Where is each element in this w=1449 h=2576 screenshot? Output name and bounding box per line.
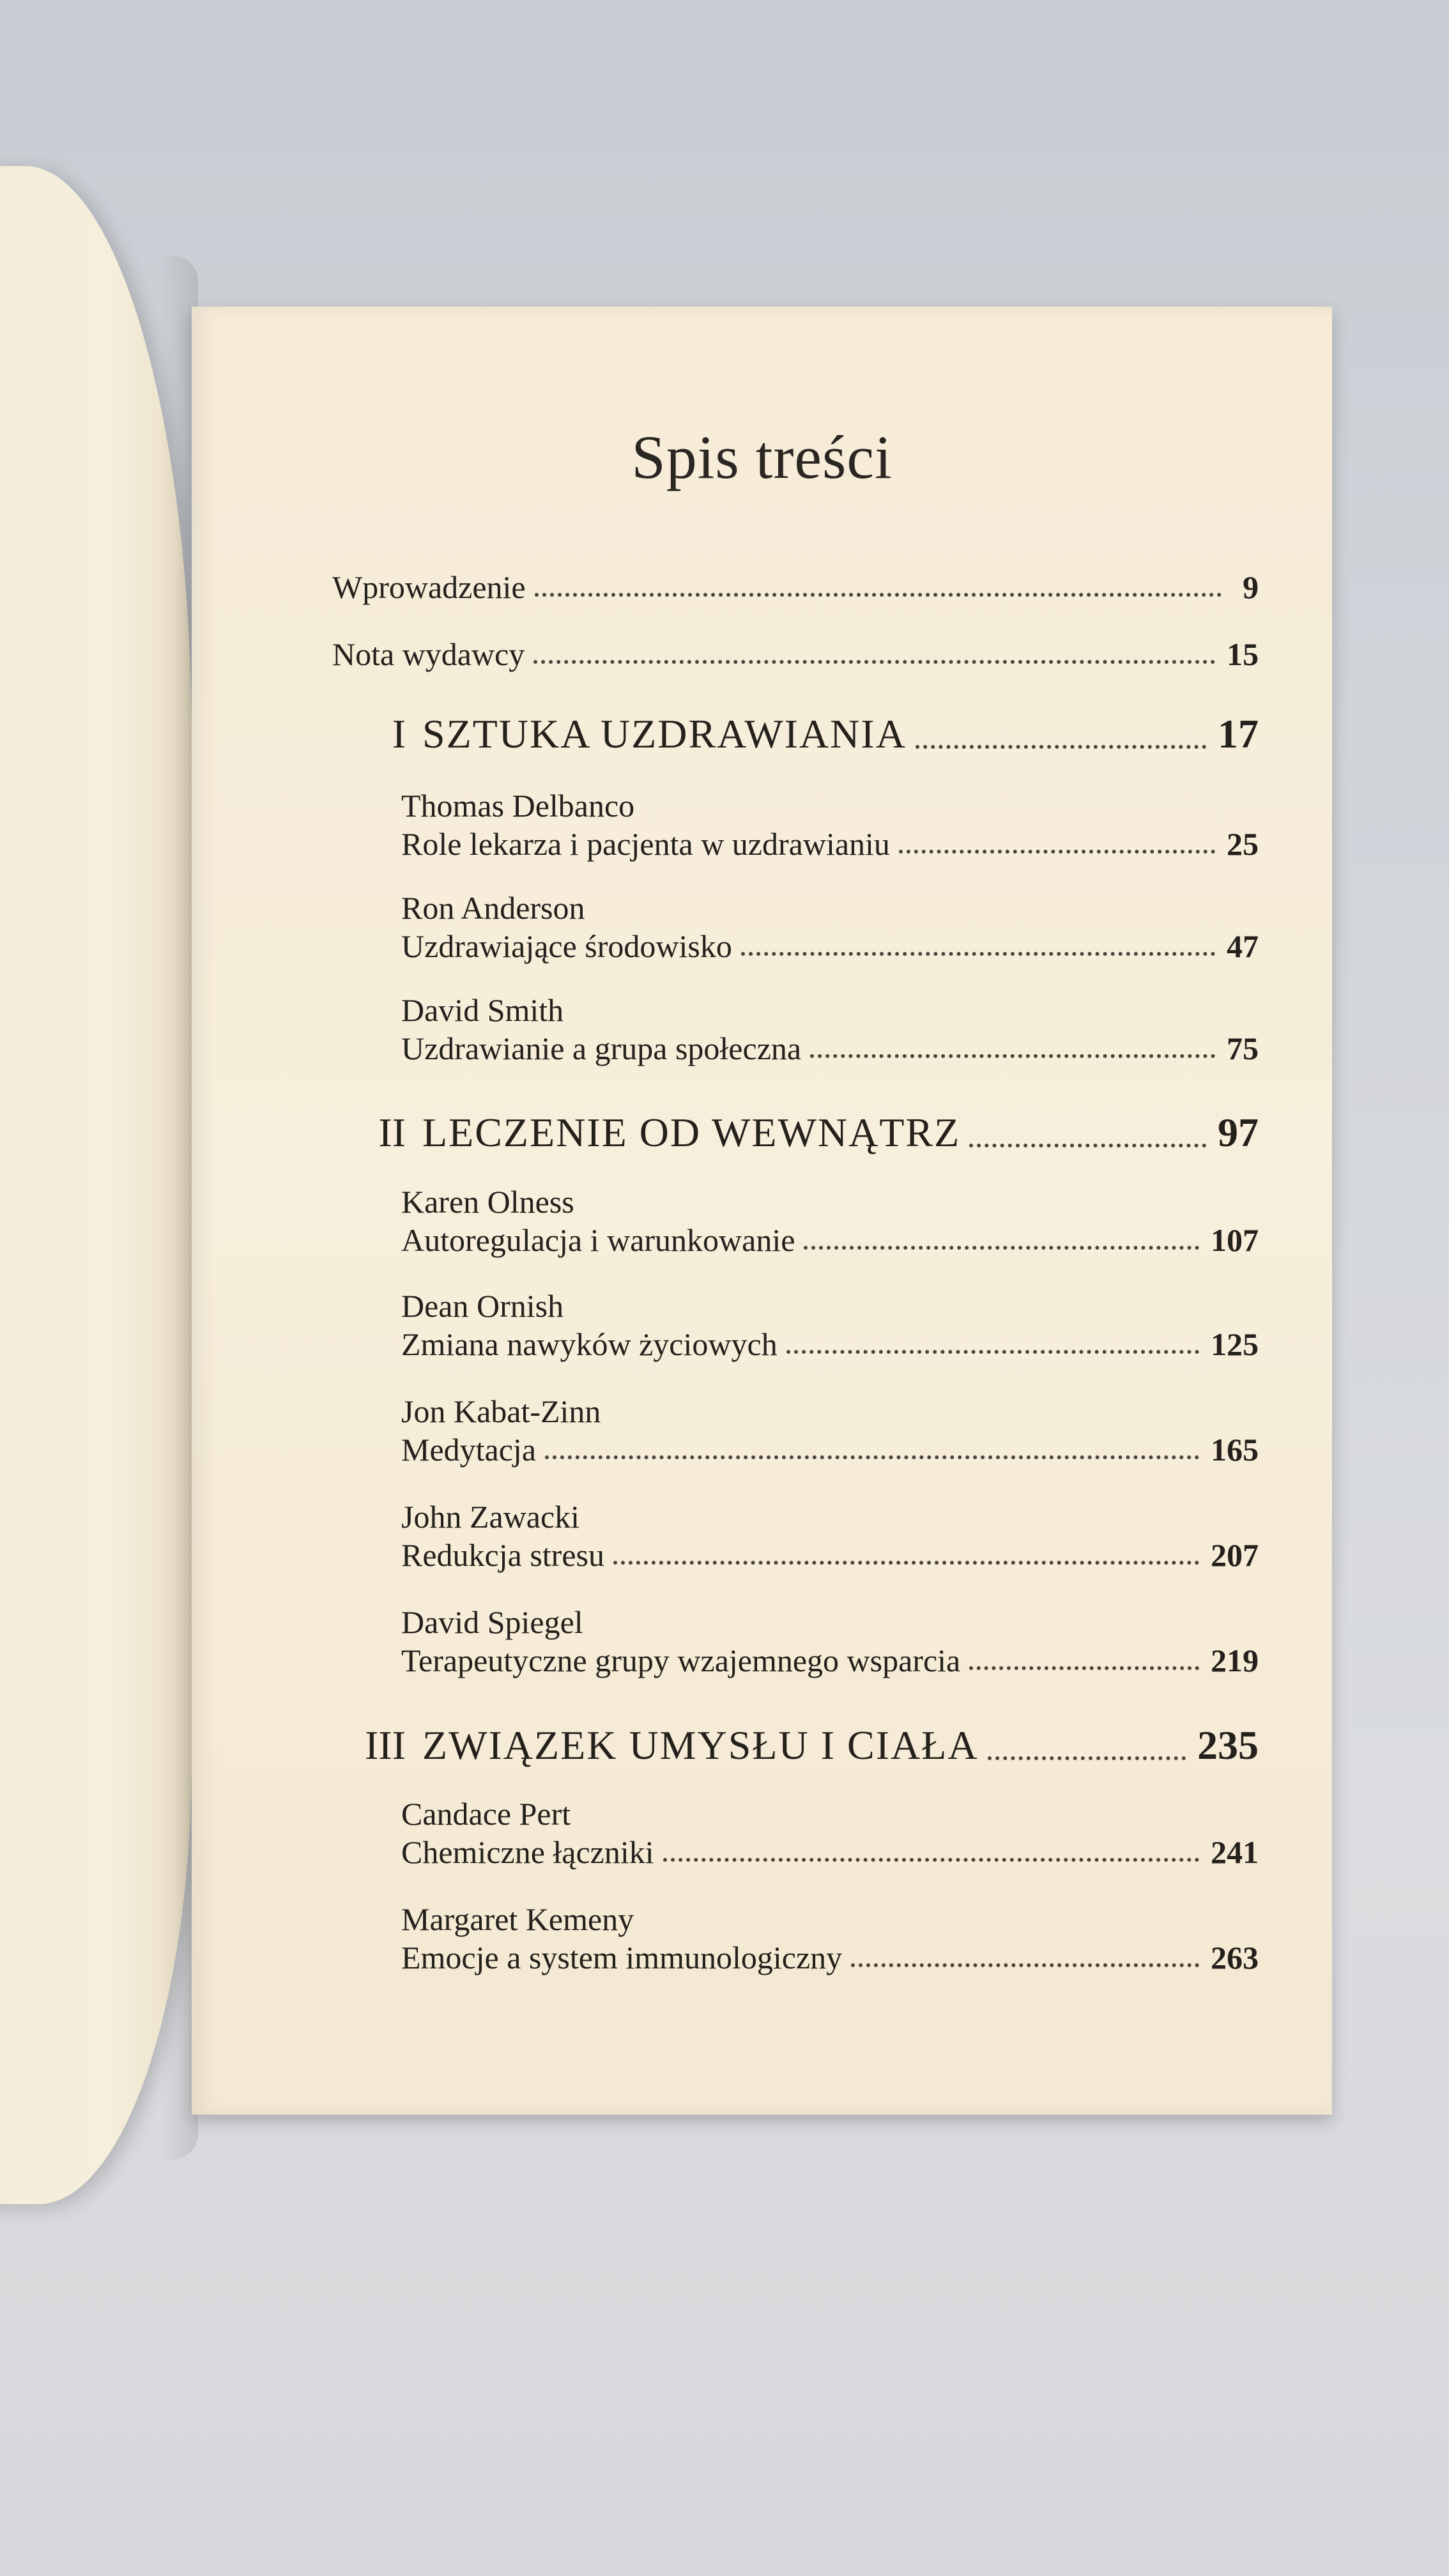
toc-chapter-1-1 [401, 825, 1259, 862]
page-number: 241 [1211, 1834, 1259, 1870]
dot-leader [899, 850, 1215, 854]
page-number: 165 [1211, 1432, 1259, 1468]
chapter-title: Uzdrawiające środowisko [401, 928, 732, 964]
chapter-author: John Zawacki [401, 1499, 580, 1535]
dot-leader [663, 1858, 1199, 1862]
chapter-author: David Smith [401, 992, 564, 1028]
page-number: 235 [1197, 1722, 1259, 1768]
dot-leader [851, 1963, 1199, 1967]
toc-section-3 [329, 1722, 1259, 1769]
dot-leader [988, 1756, 1186, 1760]
page-number: 219 [1211, 1643, 1259, 1678]
chapter-title: Redukcja stresu [401, 1537, 604, 1573]
page-number: 75 [1227, 1031, 1259, 1066]
page-number: 47 [1227, 928, 1259, 964]
right-page [192, 307, 1332, 2115]
toc-chapter-1-3 [401, 1030, 1259, 1067]
chapter-author: Thomas Delbanco [401, 788, 635, 824]
page-number: 15 [1227, 636, 1259, 672]
dot-leader [810, 1054, 1215, 1058]
page-number: 107 [1211, 1222, 1259, 1258]
entry-label: Wprowadzenie [332, 569, 526, 605]
section-label: LECZENIE OD WEWNĄTRZ [422, 1110, 961, 1155]
chapter-title: Emocje a system immunologiczny [401, 1940, 843, 1975]
dot-leader [969, 1144, 1206, 1147]
chapter-title: Autoregulacja i warunkowanie [401, 1222, 795, 1258]
chapter-author: David Spiegel [401, 1604, 583, 1640]
dot-leader [533, 660, 1215, 664]
page-number: 125 [1211, 1326, 1259, 1362]
chapter-title: Uzdrawianie a grupa społeczna [401, 1031, 802, 1066]
chapter-author: Jon Kabat-Zinn [401, 1393, 601, 1429]
chapter-title: Role lekarza i pacjenta w uzdrawianiu [401, 826, 890, 862]
section-label: SZTUKA UZDRAWIANIA [422, 711, 907, 756]
toc-entry-front-2 [332, 636, 1259, 673]
toc-chapter-2-3 [401, 1431, 1259, 1468]
toc-chapter-2-5 [401, 1642, 1259, 1679]
chapter-author: Karen Olness [401, 1184, 574, 1220]
toc-section-1 [329, 710, 1259, 758]
dot-leader [613, 1561, 1199, 1565]
toc-section-2 [329, 1109, 1259, 1156]
chapter-author: Ron Anderson [401, 890, 585, 926]
toc-title: Spis treści [631, 423, 893, 491]
section-numeral: I [392, 711, 406, 756]
dot-leader [804, 1246, 1199, 1250]
entry-label: Nota wydawcy [332, 636, 525, 672]
dot-leader [969, 1666, 1199, 1670]
toc-chapter-2-4 [401, 1537, 1259, 1574]
toc-chapter-3-1 [401, 1834, 1259, 1871]
chapter-title: Zmiana nawyków życiowych [401, 1326, 778, 1362]
section-numeral: III [365, 1722, 406, 1768]
toc-chapter-2-2 [401, 1326, 1259, 1363]
section-numeral: II [378, 1110, 406, 1155]
page-number: 97 [1218, 1110, 1259, 1155]
page-number: 263 [1211, 1940, 1259, 1975]
chapter-author: Candace Pert [401, 1796, 571, 1832]
dot-leader [786, 1350, 1199, 1354]
chapter-title: Terapeutyczne grupy wzajemnego wsparcia [401, 1643, 961, 1678]
page-number: 25 [1227, 826, 1259, 862]
dot-leader [545, 1455, 1199, 1459]
section-label: ZWIĄZEK UMYSŁU I CIAŁA [422, 1722, 979, 1768]
chapter-author: Margaret Kemeny [401, 1901, 634, 1937]
chapter-title: Chemiczne łączniki [401, 1834, 654, 1870]
toc-chapter-2-1 [401, 1222, 1259, 1259]
toc-chapter-3-2 [401, 1939, 1259, 1976]
page-number: 17 [1218, 711, 1259, 756]
page-number: 207 [1211, 1537, 1259, 1573]
toc-chapter-1-2 [401, 928, 1259, 965]
page-number: 9 [1243, 569, 1259, 605]
dot-leader [741, 952, 1215, 956]
dot-leader [916, 745, 1206, 749]
toc-entry-front-1 [332, 569, 1259, 606]
chapter-title: Medytacja [401, 1432, 537, 1468]
dot-leader [535, 593, 1222, 597]
chapter-author: Dean Ornish [401, 1288, 564, 1324]
